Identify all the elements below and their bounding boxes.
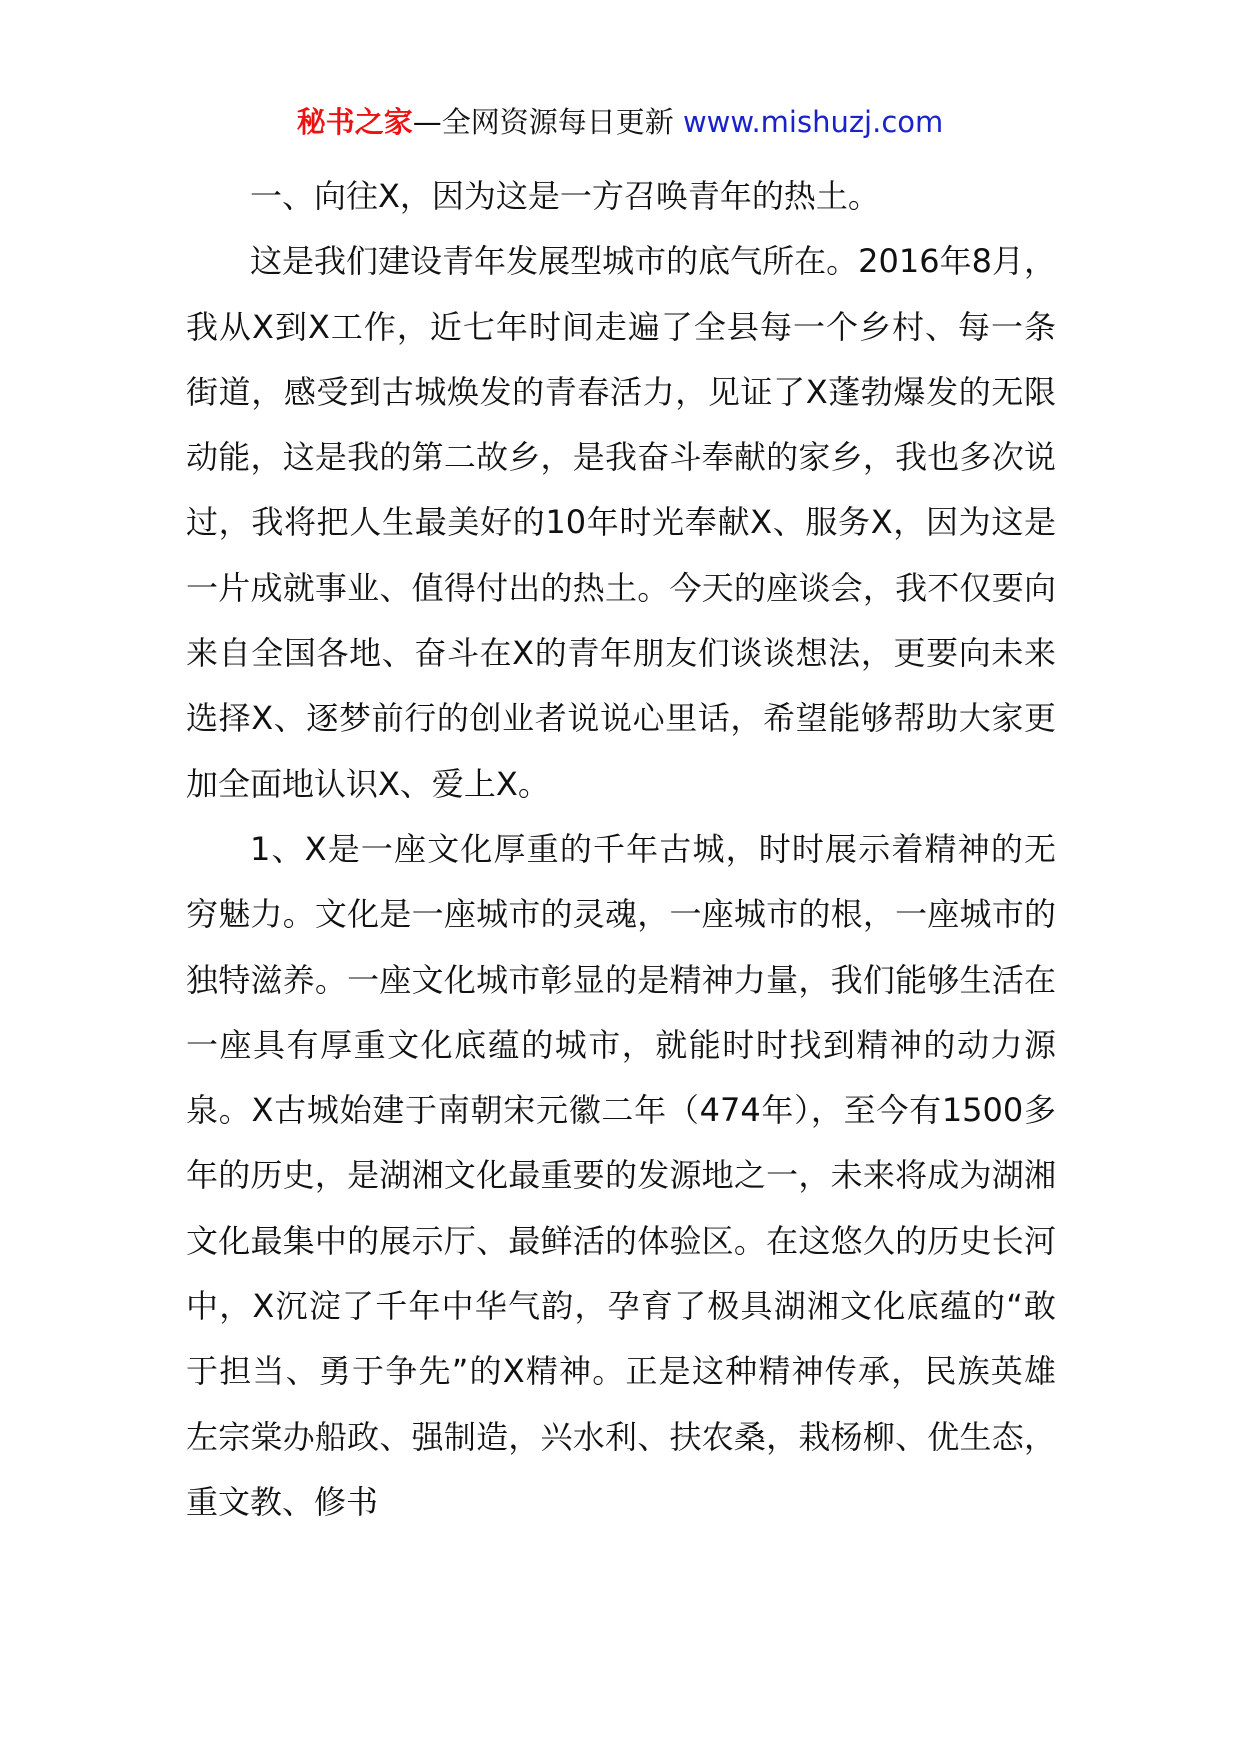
site-header — [0, 100, 1240, 144]
section-heading: 一、向往X，因为这是一方召唤青年的热土。 — [250, 177, 880, 215]
body-paragraph: 1、X是一座文化厚重的千年古城，时时展示着精神的无穷魅力。文化是一座城市的灵魂，一座城市的根，一座城市的独特滋养。一座文化城市彰显的是精神力量，我们能够生活在一座具有厚重文化底蕴的城市，就能时时找到精神的动力源泉。X古城始建于南朝宋元徽二年（474年），至今有1500多年的历史，是湖湘文化最重要的发源地之一，未来将成为湖湘文化最集中的展示厅、最鲜活的体验区。在这悠久的历史长河中，X沉淀了千年中华气韵，孕育了极具湖湘文化底蕴的“敢于担当、勇于争先”的X精神。正是这种精神传承，民族英雄左宗棠办船政、强制造，兴水利、扶农桑，栽杨柳、优生态，重文教、修书 — [186, 829, 1056, 1521]
document-body — [186, 164, 1056, 1535]
site-url-link[interactable]: www.mishuzj.com — [682, 105, 944, 139]
body-paragraph: 这是我们建设青年发展型城市的底气所在。2016年8月，我从X到X工作，近七年时间走遍了全县每一个乡村、每一条街道，感受到古城焕发的青春活力，见证了X蓬勃爆发的无限动能，这是我的第二故乡，是我奋斗奉献的家乡，我也多次说过，我将把人生最美好的10年时光奉献X、服务X，因为这是一片成就事业、值得付出的热土。今天的座谈会，我不仅要向来自全国各地、奋斗在X的青年朋友们谈谈想法，更要向未来选择X、逐梦前行的创业者说说心里话，希望能够帮助大家更加全面地认识X、爱上X。 — [186, 242, 1056, 803]
site-tagline: —全网资源每日更新 — [412, 105, 674, 139]
site-brand: 秘书之家 — [296, 105, 413, 139]
